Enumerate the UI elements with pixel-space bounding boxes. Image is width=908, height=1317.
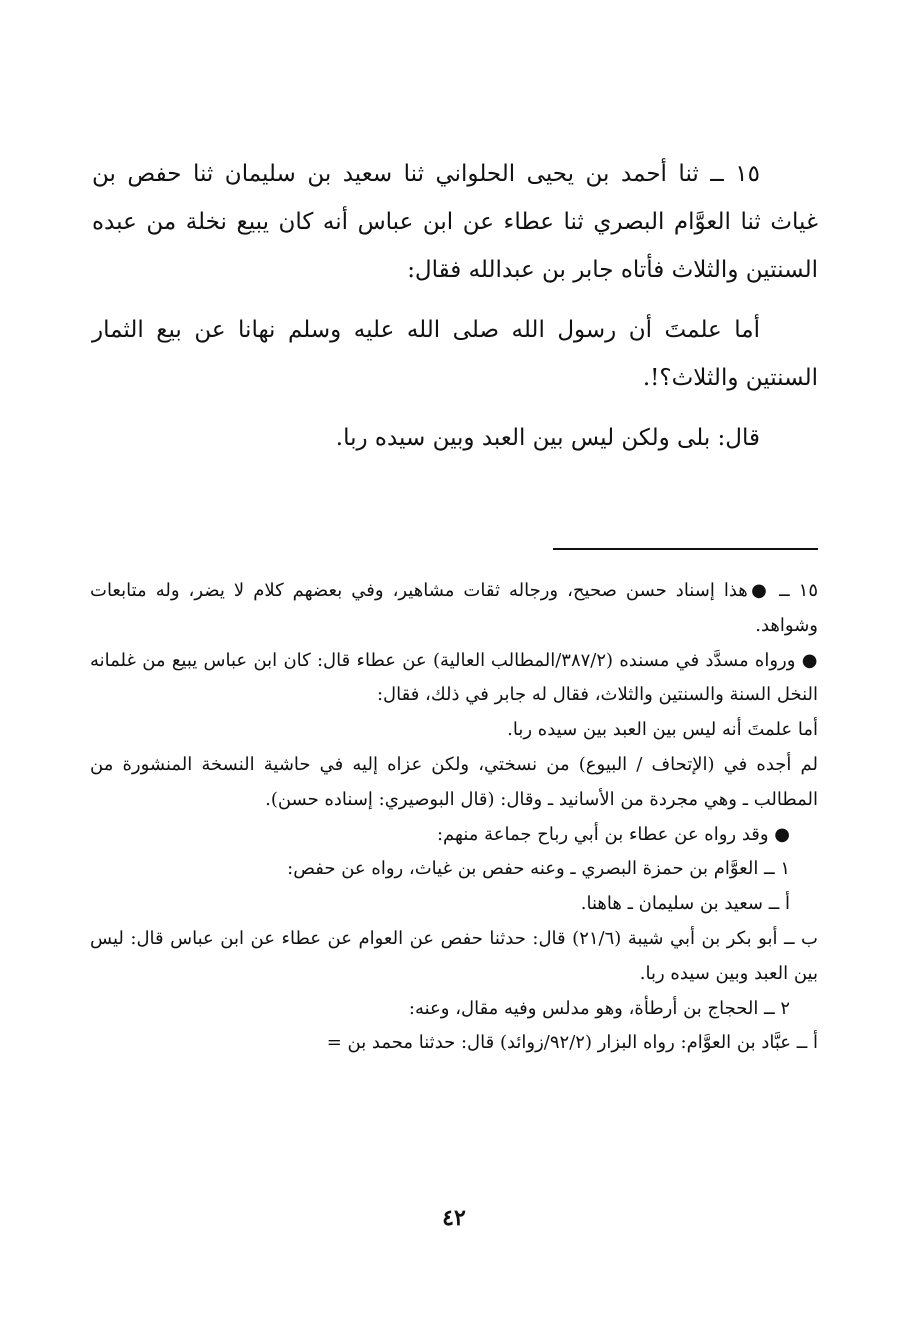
footnote-line: لم أجده في (الإتحاف / البيوع) من نسختي، ولكن عزاه إليه في حاشية النسخة المنشورة من المطالب ـ وهي مجردة من الأسانيد ـ وقال: (قال البوصيري: إسناده حسن). xyxy=(90,753,818,810)
footnote-line: أما علمتَ أنه ليس بين العبد بين سيده ربا. xyxy=(507,719,818,741)
footnote-line: ١٥ ــ ●هذا إسناد حسن صحيح، ورجاله ثقات مشاهير، وفي بعضهم كلام لا يضر، وله متابعات وشواهد. xyxy=(90,580,818,636)
page-number: ٤٢ xyxy=(442,1205,466,1231)
footnote-line: ١ ــ العوَّام بن حمزة البصري ـ وعنه حفص بن غياث، رواه عن حفص: xyxy=(287,858,790,880)
footnote-line: ٢ ــ الحجاج بن أرطأة، وهو مدلس وفيه مقال، وعنه: xyxy=(408,997,790,1019)
footnote-line: أ ــ عبَّاد بن العوَّام: رواه البزار (٩٢/٢/زوائد) قال: حدثنا محمد بن = xyxy=(326,1032,818,1054)
hadith-paragraph: ١٥ ــ ثنا أحمد بن يحيى الحلواني ثنا سعيد بن سليمان ثنا حفص بن غياث ثنا العوَّام البصري ثنا عطاء عن ابن عباس أنه كان يبيع نخلة من عبده السنتين والثلاث فأتاه جابر بن عبدالله فقال: xyxy=(92,161,818,283)
hadith-paragraph: قال: بلى ولكن ليس بين العبد وبين سيده ربا. xyxy=(335,425,760,451)
footnote-line: ● وقد رواه عن عطاء بن أبي رباح جماعة منهم: xyxy=(436,823,790,845)
footnote-line: ب ــ أبو بكر بن أبي شيبة (٢١/٦) قال: حدثنا حفص عن العوام عن عطاء عن ابن عباس قال: ليس بين العبد وبين سيده ربا. xyxy=(90,927,818,984)
footnote-line: أ ــ سعيد بن سليمان ـ هاهنا. xyxy=(580,893,790,915)
main-text xyxy=(92,150,818,474)
footnote-line: ● ورواه مسدَّد في مسنده (٣٨٧/٢/المطالب العالية) عن عطاء قال: كان ابن عباس يبيع من غلمانه النخل السنة والسنتين والثلاث، فقال له جابر في ذلك، فقال: xyxy=(90,649,818,706)
hadith-paragraph: أما علمتَ أن رسول الله صلى الله عليه وسلم نهانا عن بيع الثمار السنتين والثلاث؟!. xyxy=(92,317,818,391)
footnotes xyxy=(90,574,818,1061)
footnote-divider xyxy=(553,548,818,550)
